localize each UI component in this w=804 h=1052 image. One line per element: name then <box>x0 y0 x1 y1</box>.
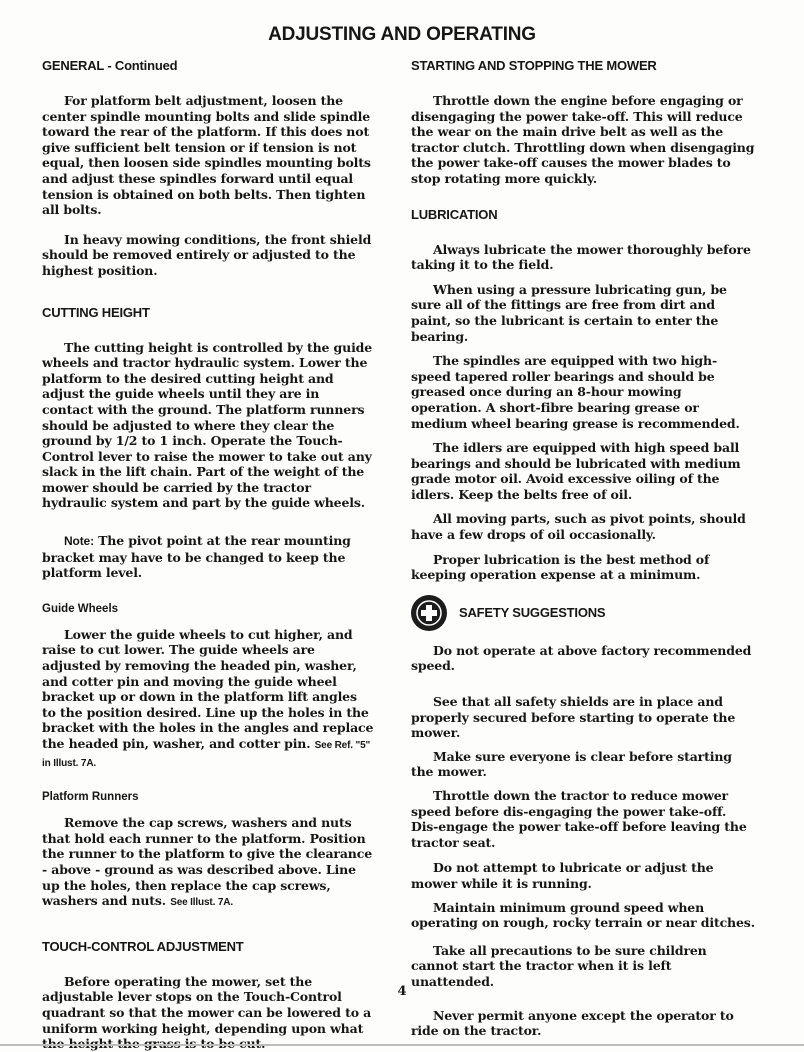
safety-header <box>411 595 755 631</box>
note-text: The pivot point at the rear mounting bracket may have to be changed to keep the platform level. <box>42 533 351 581</box>
safety-cross-emblem-icon <box>411 595 447 631</box>
guide-wheels-heading: Guide Wheels <box>42 602 119 615</box>
page-title: ADJUSTING AND OPERATING <box>268 24 536 45</box>
platform-runners-reference: See Illust. 7A. <box>170 897 233 909</box>
general-paragraph-2: In heavy mowing conditions, the front shield should be removed entirely or adjusted to the highest position. <box>42 231 372 278</box>
cutting-height-paragraph: The cutting height is controlled by the guide wheels and tractor hydraulic system. Lower the platform to the desired cutting height and adjust the guide wheels until they are in contact with the ground. The platform runners should be adjusted to where they clear the ground by 1/2 to 1 inch. Operate the Touch-Control lever to raise the mower to take out any slack in the lift chain. Part of the weight of the mower should be carried by the tractor hydraulic system and part by the guide wheels. <box>42 339 373 511</box>
lubrication-paragraph-2: When using a pressure lubricating gun, be sure all of the fittings are free from dirt and paint, so the lubricant is certain to enter the bearing. <box>411 281 727 344</box>
safety-paragraph-4: Throttle down the tractor to reduce mower speed before dis-engaging the power take-off. Dis-engage the power take-off before leaving the tractor seat. <box>411 788 747 850</box>
platform-runners-text: Remove the cap screws, washers and nuts that hold each runner to the platform. Position the runner to the platform to give the clearance - above - ground as was described above. Line up the holes, then replace the cap screws, washers and nuts. <box>42 815 373 909</box>
lubrication-paragraph-5: All moving parts, such as pivot points, should have a few drops of oil occasionally. <box>411 511 746 543</box>
safety-paragraph-7: Take all precautions to be sure children cannot start the tractor when it is left unattended. <box>411 942 707 989</box>
lubrication-heading: LUBRICATION <box>411 206 498 222</box>
right-column <box>411 58 755 1039</box>
starting-stopping-paragraph: Throttle down the engine before engaging or disengaging the power take-off. This will reduce the wear on the main drive belt as well as the tractor clutch. Throttling down when disengaging the power take-off causes the mower blades to stop rotating more quickly. <box>411 93 755 186</box>
guide-wheels-paragraph <box>42 627 374 771</box>
left-column <box>42 58 374 1052</box>
lubrication-paragraph-4: The idlers are equipped with high speed ball bearings and should be lubricated with medium grade motor oil. Avoid excessive oiling of the idlers. Keep the belts free of oil. <box>411 440 741 502</box>
guide-wheels-text: Lower the guide wheels to cut higher, and raise to cut lower. The guide wheels are adjusted by removing the headed pin, washer, and cotter pin and moving the guide wheel bracket up or down in the platform lift angles to the position desired. Line up the holes in the bracket with the holes in the angles and replace the headed pin, washer, and cotter pin. <box>42 626 374 751</box>
lubrication-paragraph-3: The spindles are equipped with two high-speed tapered roller bearings and should be greased once during an 8-hour mowing operation. A short-fibre bearing grease or medium wheel bearing grease is recommended. <box>411 353 740 431</box>
platform-runners-heading: Platform Runners <box>42 791 139 804</box>
safety-paragraph-2: See that all safety shields are in place and properly secured before starting to operate the mower. <box>411 694 736 741</box>
safety-paragraph-6: Maintain minimum ground speed when operating on rough, rocky terrain or near ditches. <box>411 899 755 931</box>
guide-wheels-reference: See Ref. "5" in Illust. 7A. <box>42 740 371 769</box>
lubrication-paragraph-6: Proper lubrication is the best method of keeping operation expense at a minimum. <box>411 551 710 583</box>
cutting-height-heading: CUTTING HEIGHT <box>42 304 150 320</box>
note-label: Note: <box>64 534 94 549</box>
touch-control-heading: TOUCH-CONTROL ADJUSTMENT <box>42 938 244 954</box>
bottom-edge-divider <box>0 1044 804 1046</box>
lubrication-paragraph-1: Always lubricate the mower thoroughly before taking it to the field. <box>411 241 751 273</box>
safety-paragraph-5: Do not attempt to lubricate or adjust the mower while it is running. <box>411 860 714 891</box>
platform-runners-paragraph <box>42 815 374 911</box>
safety-paragraph-8: Never permit anyone except the operator to ride on the tractor. <box>411 1007 734 1039</box>
page-number: 4 <box>397 984 407 999</box>
starting-stopping-heading: STARTING AND STOPPING THE MOWER <box>411 58 657 73</box>
general-heading: GENERAL - Continued <box>42 58 178 73</box>
touch-control-paragraph: Before operating the mower, set the adjustable lever stops on the Touch-Control quadrant so that the mower can be lowered to a uniform working height, depending upon what <box>42 973 372 1036</box>
safety-paragraph-1: Do not operate at above factory recommended speed. <box>411 642 752 674</box>
note-paragraph <box>42 533 374 581</box>
safety-paragraph-3: Make sure everyone is clear before starting the mower. <box>411 748 732 780</box>
general-paragraph-1: For platform belt adjustment, loosen the center spindle mounting bolts and slide spindle toward the rear of the platform. If this does not give sufficient belt tension or if tension is not equal, then loosen side spindles mounting bolts and adjust these spindles forward until equal tension is obtained on both belts. Then tighten all bolts. <box>42 93 371 218</box>
safety-heading: SAFETY SUGGESTIONS <box>459 605 606 621</box>
